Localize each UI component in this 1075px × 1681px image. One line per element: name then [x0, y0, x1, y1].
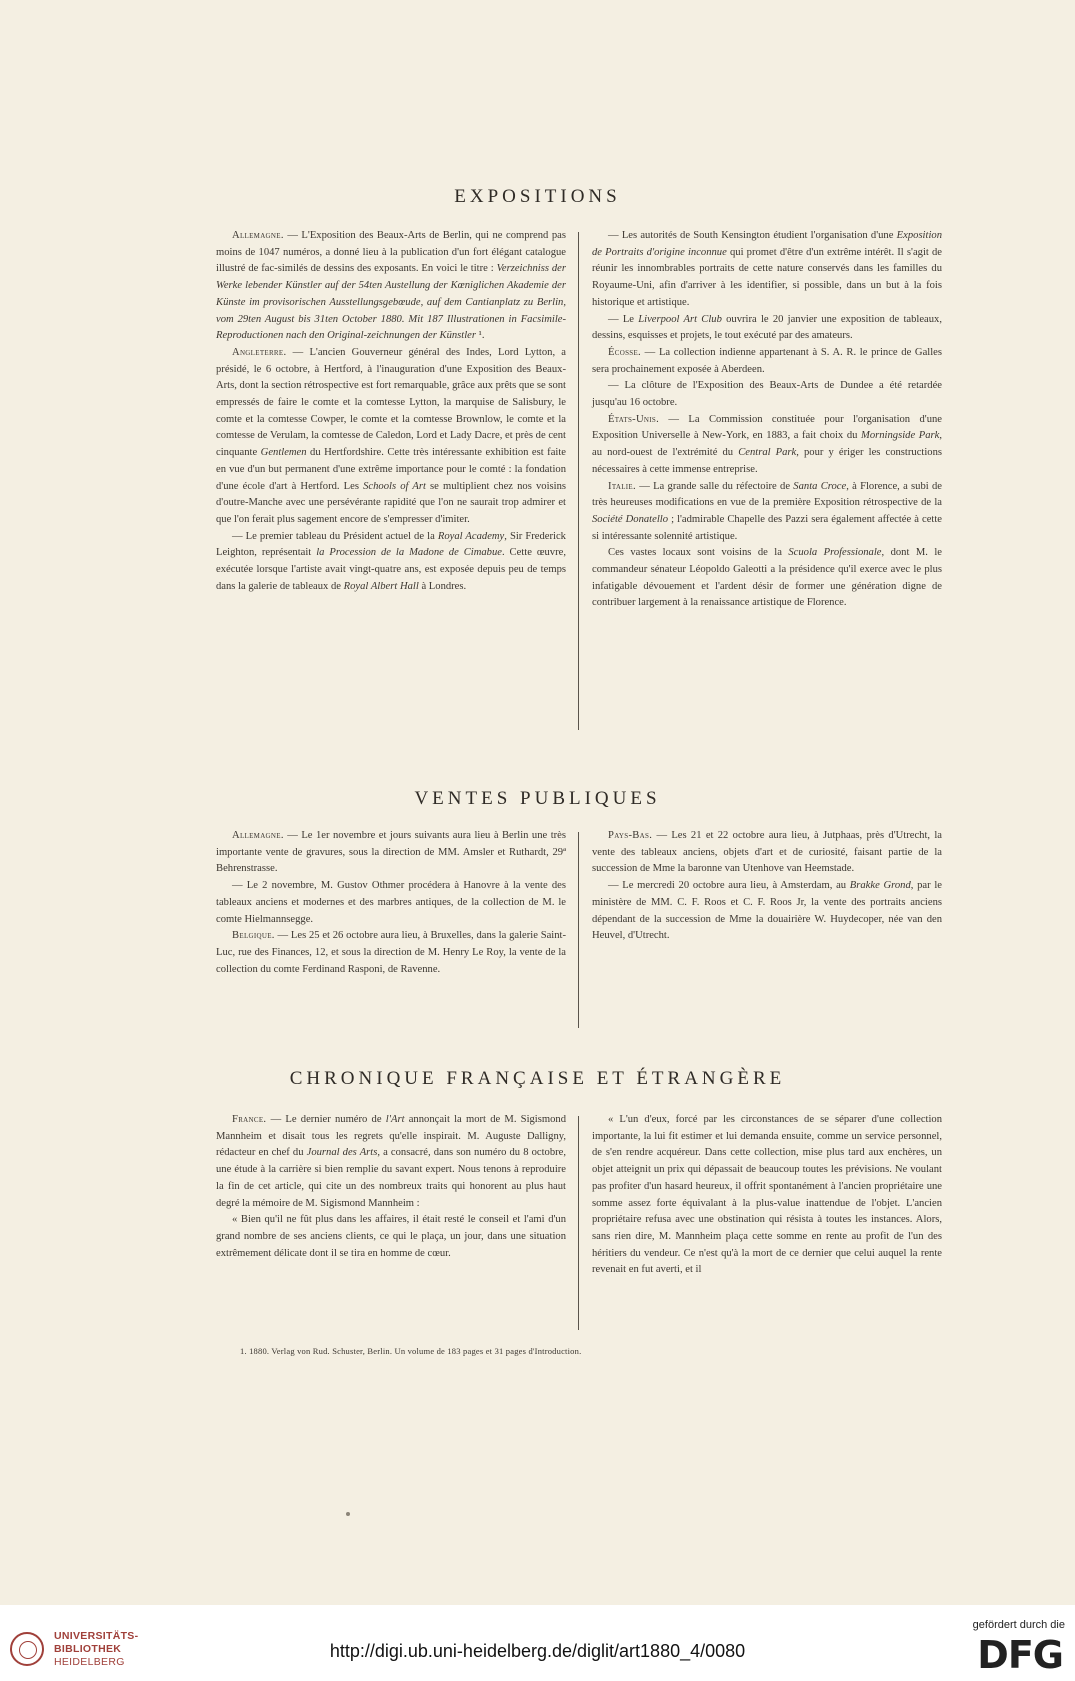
paragraph: France. — Le dernier numéro de l'Art annonçait la mort de M. Sigismond Mannheim et disait tous les regrets qu'elle inspirait. M. Auguste Dalligny, rédacteur en chef du Journal des Arts, a consacré, dans son numéro du 8 octobre, une étude à la carrière si bien remplie du savant expert. Nous tenons à reproduire la fin de cet article, qui cite un des nombreux traits qui honorent au plus haut degré la mémoire de M. Sigismond Mannheim :	[216, 1114, 567, 1209]
funded-by-label: gefördert durch die	[972, 1619, 1065, 1631]
paragraph: Belgique. — Les 25 et 26 octobre aura lieu, à Bruxelles, dans la galerie Saint-Luc, rue des Finances, 12, et sous la direction de M. Henry Le Roy, la vente de la collection du comte Ferdinand Rasponi, de Ravenne.	[216, 930, 566, 975]
section-title-ventes: VENTES PUBLIQUES	[414, 788, 661, 809]
dfg-logo[interactable]: DFG	[977, 1633, 1063, 1677]
expositions-left-column	[216, 228, 566, 595]
logo-line: UNIVERSITÄTS-	[54, 1630, 139, 1642]
ventes-right-column	[592, 828, 942, 945]
logo-line: BIBLIOTHEK	[54, 1643, 122, 1655]
paragraph: — Les autorités de South Kensington étudient l'organisation d'une Exposition de Portraits d'origine inconnue qui promet d'être d'un extrême intérêt. Il s'agit de réunir les innombrables portraits de cette nature conservés dans les familles du Royaume-Uni, afin d'arriver à les identifier, si possible, dans un but à la fois historique et artistique.	[592, 230, 943, 308]
footnote: 1. 1880. Verlag von Rud. Schuster, Berlin. Un volume de 183 pages et 31 pages d'Introduction.	[240, 1346, 582, 1356]
paragraph: — Le premier tableau du Président actuel de la Royal Academy, Sir Frederick Leighton, représentait la Procession de la Madone de Cimabue. Cette œuvre, exécutée lorsque l'artiste avait vingt-quatre ans, est exposée depuis peu de temps dans la galerie de tableaux de Royal Albert Hall à Londres.	[216, 530, 566, 592]
page-url[interactable]: http://digi.ub.uni-heidelberg.de/diglit/art1880_4/0080	[329, 1641, 746, 1661]
paragraph: Angleterre. — L'ancien Gouverneur général des Indes, Lord Lytton, a présidé, le 6 octobre, à Hertford, à l'inauguration d'une Exposition des Beaux-Arts, dont la section rétrospective est fort remarquable, grâce aux prêts que se sont empressés de faire le comte et la comtesse Lytton, la marquise de Salisbury, le comte et la comtesse Cowper, le comte et la comtesse Brownlow, le comte et la comtesse de Verulam, la comtesse de Caledon, Lord et Lady Dacre, et près de cent cinquante Gentlemen du Hertfordshire. Cette très intéressante exhibition est faite en vue d'un but permanent d'une extrême importance pour le comté : la fondation d'une école d'art à Hertford. Les Schools of Art se multiplient chez nos voisins d'outre-Manche avec une persévérante rapidité que l'on ne saurait trop admirer et que l'on ferait plus sagement encore de s'empresser d'imiter.	[216, 346, 566, 525]
expositions-right-column	[592, 228, 942, 612]
column-divider	[578, 1116, 579, 1330]
paragraph: Allemagne. — L'Exposition des Beaux-Arts de Berlin, qui ne comprend pas moins de 1047 numéros, a donné lieu à la publication d'un fort élégant catalogue illustré de fac-similés de dessins des exposants. En voici le titre : Verzeichniss der Werke lebender Künstler auf der 54ten Austellung der Kœniglichen Akademie der Künste im provisorischen Ausstellungsgebœude, auf dem Cantianplatz zu Berlin, vom 29ten August bis 31ten October 1880. Mit 187 Illustrationen in Facsimile-Reproductionen nach den Original-zeichnungen der Künstler ¹.	[216, 230, 566, 342]
paragraph: — La clôture de l'Exposition des Beaux-Arts de Dundee a été retardée jusqu'au 16 octobre.	[592, 380, 942, 409]
paragraph: Allemagne. — Le 1er novembre et jours suivants aura lieu à Berlin une très importante vente de gravures, sous la direction de MM. Amsler et Ruthardt, 29ª Behrenstrasse.	[216, 830, 566, 875]
paragraph: Italie. — La grande salle du réfectoire de Santa Croce, à Florence, a subi de très heureuses modifications en vue de la première Exposition rétrospective de la Société Donatello ; l'admirable Chapelle des Pazzi sera également affectée à cette si intéressante solennité artistique.	[592, 480, 942, 542]
paragraph: « Bien qu'il ne fût plus dans les affaires, il était resté le conseil et l'ami d'un grand nombre de ses anciens clients, ce qui le plaça, un jour, dans une situation extrêmement délicate dont il se tira en homme de cœur.	[216, 1214, 566, 1259]
section-title-chronique: CHRONIQUE FRANÇAISE ET ÉTRANGÈRE	[289, 1068, 786, 1089]
paragraph: États-Unis. — La Commission constituée pour l'organisation d'une Exposition Universelle à New-York, en 1883, a fait choix du Morningside Park, au nord-ouest de l'extrémité du Central Park, pour y ériger les constructions nécessaires à cette immense entreprise.	[592, 413, 942, 475]
chronique-left-column	[216, 1112, 566, 1262]
paragraph: Ces vastes locaux sont voisins de la Scuola Professionale, dont M. le commandeur sénateur Léopoldo Galeotti a la présidence qu'il exerce avec le plus infatigable dévouement et l'ardent désir de former une génération digne de contribuer largement à la renaissance artistique de Florence.	[592, 547, 942, 609]
section-title-expositions: EXPOSITIONS	[454, 186, 621, 207]
paragraph: Pays-Bas. — Les 21 et 22 octobre aura lieu, à Jutphaas, près d'Utrecht, la vente des tableaux anciens, objets d'art et de curiosité, faisant partie de la succession de Mme la baronne van Utenhove van Heemstade.	[592, 830, 942, 875]
paragraph: — Le 2 novembre, M. Gustov Othmer procédera à Hanovre à la vente des tableaux anciens et modernes et des marbres antiques, de la collection de M. le comte Hielmannsegge.	[216, 880, 566, 925]
column-divider	[578, 232, 579, 730]
paragraph: « L'un d'eux, forcé par les circonstances de se séparer d'une collection importante, la lui fit estimer et lui demanda ensuite, comme un service personnel, de s'en rendre acquéreur. Dans cette collection, mise plus tard aux enchères, un objet atteignit un prix qui dépassait de beaucoup toutes les prévisions. Ne voulant pas profiter d'un hasard heureux, il offrit spontanément à l'ancien propriétaire une somme assez forte équivalant à la plus-value inattendue de l'objet. L'ancien propriétaire refusa avec une obstination qui résista à toutes les instances. Alors, sans rien dire, M. Mannheim plaça cette somme en rente au profit de l'un des héritiers du vendeur. Ce n'est qu'à la mort de ce dernier que celui auquel la rente revenait en fut averti, et il	[592, 1114, 942, 1276]
column-divider	[578, 832, 579, 1028]
paragraph: — Le mercredi 20 octobre aura lieu, à Amsterdam, au Brakke Grond, par le ministère de MM. C. F. Roos et C. F. Roos Jr, la vente des portraits anciens dépendant de la succession de Mme la douairière W. Huydecoper, née van den Heuvel, d'Utrecht.	[592, 880, 942, 942]
ventes-left-column	[216, 828, 566, 978]
paragraph: — Le Liverpool Art Club ouvrira le 20 janvier une exposition de tableaux, dessins, esquisses et projets, le tout exécuté par des amateurs.	[592, 313, 942, 342]
logo-line: HEIDELBERG	[54, 1656, 125, 1668]
viewer-footer	[0, 1605, 1075, 1681]
page-mark	[346, 1512, 350, 1516]
chronique-right-column	[592, 1112, 942, 1279]
paragraph: Écosse. — La collection indienne appartenant à S. A. R. le prince de Galles sera prochainement exposée à Aberdeen.	[592, 346, 942, 375]
